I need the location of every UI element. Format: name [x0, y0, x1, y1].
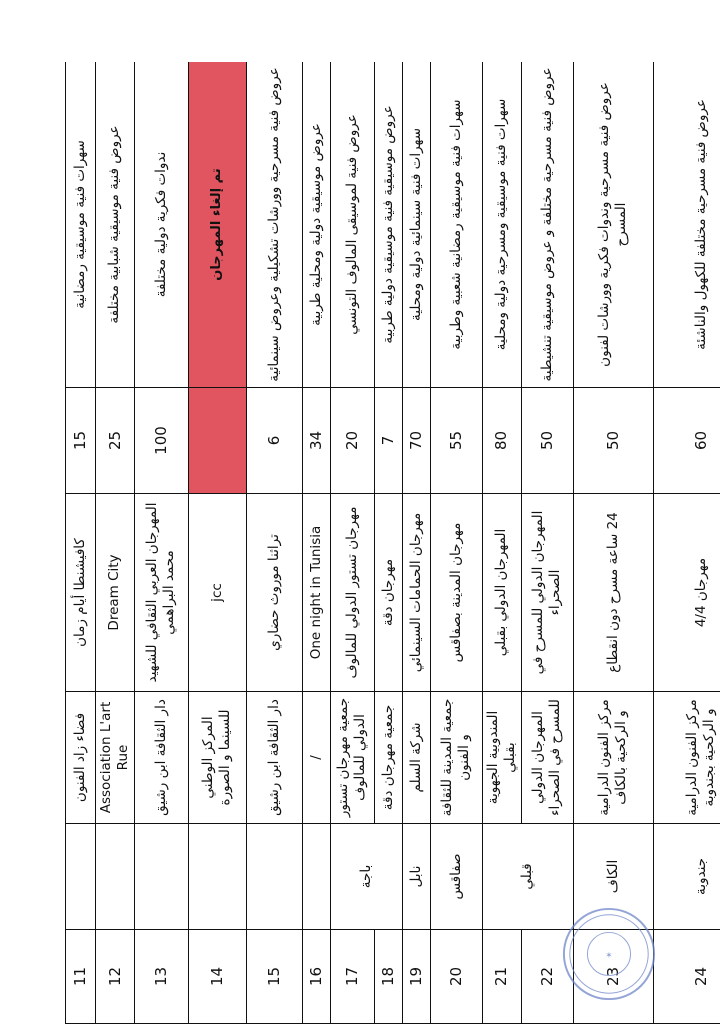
activity-cell: سهرات فنية موسيقية رمضانية	[66, 62, 96, 388]
city-cell	[246, 824, 302, 930]
city-cell	[66, 824, 96, 930]
cancelled-highlight-cell	[188, 388, 246, 494]
rotated-table	[65, 62, 717, 1024]
event-cell: jcc	[188, 494, 246, 692]
city-cell	[134, 824, 188, 930]
table-row	[302, 62, 330, 1024]
organizer-cell: Association L'art Rue	[96, 692, 135, 824]
table-row	[402, 62, 430, 1024]
activity-cell: عروض فنية مسرحية وورشات تشكيلية وعروض سينمائية	[246, 62, 302, 388]
organizer-cell: فضاء زاد الفنون	[66, 692, 96, 824]
row-number: 14	[188, 930, 246, 1024]
svg-text:✶: ✶	[605, 950, 613, 961]
event-cell: One night in Tunisia	[302, 494, 330, 692]
event-cell: مهرجان دقة	[374, 494, 402, 692]
activity-cell: عروض فنية لموسيقى المالوف التونسي	[330, 62, 374, 388]
table-row	[66, 62, 96, 1024]
organizer-cell: دار الثقافة ابن رشيق	[134, 692, 188, 824]
city-cell: باجة	[330, 824, 402, 930]
official-stamp	[560, 905, 658, 1003]
organizer-cell: شركة السلم	[402, 692, 430, 824]
city-cell: جندوبة	[653, 824, 720, 930]
event-cell: مهرجان 4/4	[653, 494, 720, 692]
audience-cell: 15	[66, 388, 96, 494]
organizer-cell: مركز الفنون الدرامية و الركحية بجندوبة	[653, 692, 720, 824]
city-cell	[302, 824, 330, 930]
activity-cell: عروض فنية مسرحية وندوات فكرية وورشات لفنون المسرح	[573, 62, 653, 388]
organizer-cell: جمعية مهرجان تستور الدولي للمالوف	[330, 692, 374, 824]
activity-cell: عروض فنية موسيقية شبابية مختلفة	[96, 62, 135, 388]
organizer-cell: دار الثقافة ابن رشيق	[246, 692, 302, 824]
event-cell: كافيشنطا أيام زمان	[66, 494, 96, 692]
table-row	[653, 62, 720, 1024]
event-cell: تراثنا موروث حضاري	[246, 494, 302, 692]
row-number: 20	[430, 930, 482, 1024]
organizer-cell: جمعية مهرجان دقة	[374, 692, 402, 824]
row-number: 24	[653, 930, 720, 1024]
table-row	[96, 62, 135, 1024]
audience-cell: 70	[402, 388, 430, 494]
audience-cell: 80	[482, 388, 521, 494]
audience-cell: 100	[134, 388, 188, 494]
events-table	[65, 62, 720, 1024]
event-cell: 24 ساعة مسرح دون انقطاع	[573, 494, 653, 692]
city-cell: نابل	[402, 824, 430, 930]
audience-cell: 7	[374, 388, 402, 494]
audience-cell: 50	[521, 388, 573, 494]
row-number: 23	[573, 930, 653, 1024]
audience-cell: 6	[246, 388, 302, 494]
audience-cell: 60	[653, 388, 720, 494]
table-row	[188, 62, 246, 1024]
audience-cell: 50	[573, 388, 653, 494]
table-row	[330, 62, 374, 1024]
row-number: 15	[246, 930, 302, 1024]
organizer-cell: المركز الوطني للسينما و الصورة	[188, 692, 246, 824]
table-row	[134, 62, 188, 1024]
row-number: 22	[521, 930, 573, 1024]
events-table-wrapper	[65, 62, 720, 1024]
organizer-cell: جمعية المدينة للثقافة و الفنون	[430, 692, 482, 824]
city-cell: الكاف	[573, 824, 653, 930]
table-row	[246, 62, 302, 1024]
row-number: 13	[134, 930, 188, 1024]
city-cell	[188, 824, 246, 930]
row-number: 21	[482, 930, 521, 1024]
row-number: 11	[66, 930, 96, 1024]
city-cell: صفاقس	[430, 824, 482, 930]
row-number: 16	[302, 930, 330, 1024]
organizer-cell: /	[302, 692, 330, 824]
row-number: 18	[374, 930, 402, 1024]
audience-cell: 25	[96, 388, 135, 494]
table-row	[573, 62, 653, 1024]
activity-cell: عروض فنية مسرحية مختلفة و عروض موسيقية تنشيطية	[521, 62, 573, 388]
event-cell: مهرجان الحمامات السينمائي	[402, 494, 430, 692]
table-row	[482, 62, 521, 1024]
event-cell: مهرجان تستور الدولي للمالوف	[330, 494, 374, 692]
activity-cell: عروض فنية مسرحية مختلفة للكهول والناشئة	[653, 62, 720, 388]
organizer-cell: مركز الفنون الدرامية و الركحية بالكاف	[573, 692, 653, 824]
row-number: 12	[96, 930, 135, 1024]
activity-cell: تم إلغاء المهرجان	[188, 62, 246, 388]
event-cell: Dream City	[96, 494, 135, 692]
table-row	[430, 62, 482, 1024]
organizer-cell: المندوبية الجهوية بقبلي	[482, 692, 521, 824]
audience-cell: 20	[330, 388, 374, 494]
organizer-cell: المهرجان الدولي للمسرح في الصحراء	[521, 692, 573, 824]
audience-cell: 34	[302, 388, 330, 494]
event-cell: المهرجان الدولي للمسرح في الصحراء	[521, 494, 573, 692]
city-cell: قبلي	[482, 824, 573, 930]
activity-cell: ندوات فكرية دولية مختلفة	[134, 62, 188, 388]
row-number: 17	[330, 930, 374, 1024]
event-cell: مهرجان المدينة بصفاقس	[430, 494, 482, 692]
audience-cell: 55	[430, 388, 482, 494]
activity-cell: سهرات فنية موسيقية رمضانية شعبية وطربية	[430, 62, 482, 388]
event-cell: المهرجان العربي الثقافي للشهيد محمد البراهمي	[134, 494, 188, 692]
row-number: 19	[402, 930, 430, 1024]
event-cell: المهرجان الدولي بقبلي	[482, 494, 521, 692]
activity-cell: سهرات فنية سينمائية دولية ومحلية	[402, 62, 430, 388]
city-cell	[96, 824, 135, 930]
activity-cell: عروض موسيقية فنية موسيقية دولية طربية	[374, 62, 402, 388]
activity-cell: عروض موسيقية دولية ومحلية طربية	[302, 62, 330, 388]
activity-cell: سهرات فنية موسيقية ومسرحية دولية ومحلية	[482, 62, 521, 388]
